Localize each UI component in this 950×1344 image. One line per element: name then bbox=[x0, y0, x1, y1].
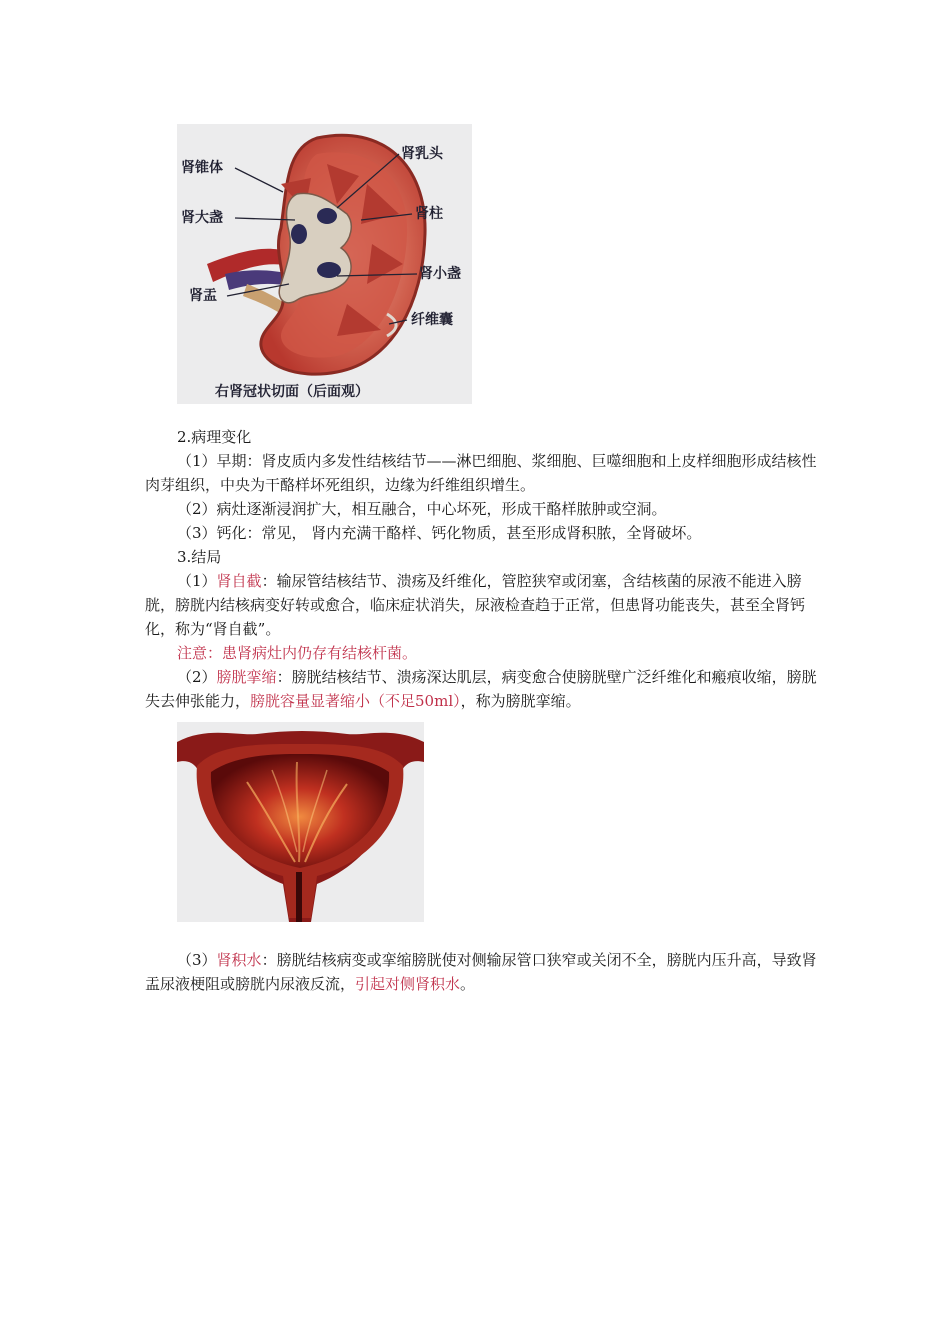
bladder-image bbox=[177, 722, 424, 922]
outcome-2 bbox=[145, 665, 825, 713]
outcome-1-term: 肾自截 bbox=[216, 572, 262, 590]
outcome-3 bbox=[145, 948, 825, 996]
outcome-2-text-b: ，称为膀胱挛缩。 bbox=[460, 692, 581, 710]
pathology-section bbox=[145, 425, 825, 713]
outcome-3-highlight: 引起对侧肾积水 bbox=[355, 975, 461, 993]
label-major-calyx: 肾大盏 bbox=[181, 210, 223, 226]
kidney-caption: 右肾冠状切面（后面观） bbox=[215, 384, 369, 400]
pathology-p1: （1）早期：肾皮质内多发性结核结节——淋巴细胞、浆细胞、巨噬细胞和上皮样细胞形成结核性肉芽组织，中央为干酪样坏死组织，边缘为纤维组织增生。 bbox=[145, 452, 817, 494]
outcome-3-end: 。 bbox=[460, 975, 476, 993]
outcome-3-prefix: （3） bbox=[177, 951, 217, 969]
label-minor-calyx: 肾小盏 bbox=[419, 266, 461, 282]
outcome-1-text: ：输尿管结核结节、溃疡及纤维化，管腔狭窄或闭塞，含结核菌的尿液不能进入膀胱，膀胱内结核病变好转或愈合，临床症状消失，尿液检查趋于正常，但患肾功能丧失，甚至全肾钙化，称为“肾自截”。 bbox=[145, 572, 806, 638]
note-text: 注意：患肾病灶内仍存有结核杆菌。 bbox=[177, 644, 418, 662]
kidney-diagram bbox=[177, 124, 472, 404]
outcome-1 bbox=[145, 569, 825, 641]
label-papilla: 肾乳头 bbox=[401, 146, 443, 162]
outcome-3-term: 肾积水 bbox=[216, 951, 262, 969]
label-pyramid: 肾锥体 bbox=[181, 160, 223, 176]
outcome-3-text: ：膀胱结核病变或挛缩膀胱使对侧输尿管口狭窄或关闭不全，膀胱内压升高，导致肾盂尿液梗阻或膀胱内尿液反流， bbox=[145, 951, 817, 993]
outcome-2-prefix: （2） bbox=[177, 668, 217, 686]
pathology-p3: （3）钙化：常见， 肾内充满干酪样、钙化物质，甚至形成肾积脓，全肾破坏。 bbox=[177, 524, 702, 542]
label-column: 肾柱 bbox=[415, 206, 443, 222]
outcome-heading: 3.结局 bbox=[177, 548, 222, 566]
label-capsule: 纤维囊 bbox=[411, 312, 453, 328]
outcome-2-text-a: ：膀胱结核结节、溃疡深达肌层，病变愈合使膀胱壁广泛纤维化和瘢痕收缩，膀胱失去伸张能力， bbox=[145, 668, 817, 710]
outcome-1-prefix: （1） bbox=[177, 572, 217, 590]
pathology-heading: 2.病理变化 bbox=[177, 428, 252, 446]
outcome-2-term: 膀胱挛缩 bbox=[216, 668, 277, 686]
outcome-3-section bbox=[145, 948, 825, 996]
label-pelvis: 肾盂 bbox=[189, 288, 217, 304]
outcome-2-highlight: 膀胱容量显著缩小（不足50ml） bbox=[250, 692, 461, 710]
pathology-p2: （2）病灶逐渐浸润扩大，相互融合，中心坏死，形成干酪样脓肿或空洞。 bbox=[177, 500, 667, 518]
